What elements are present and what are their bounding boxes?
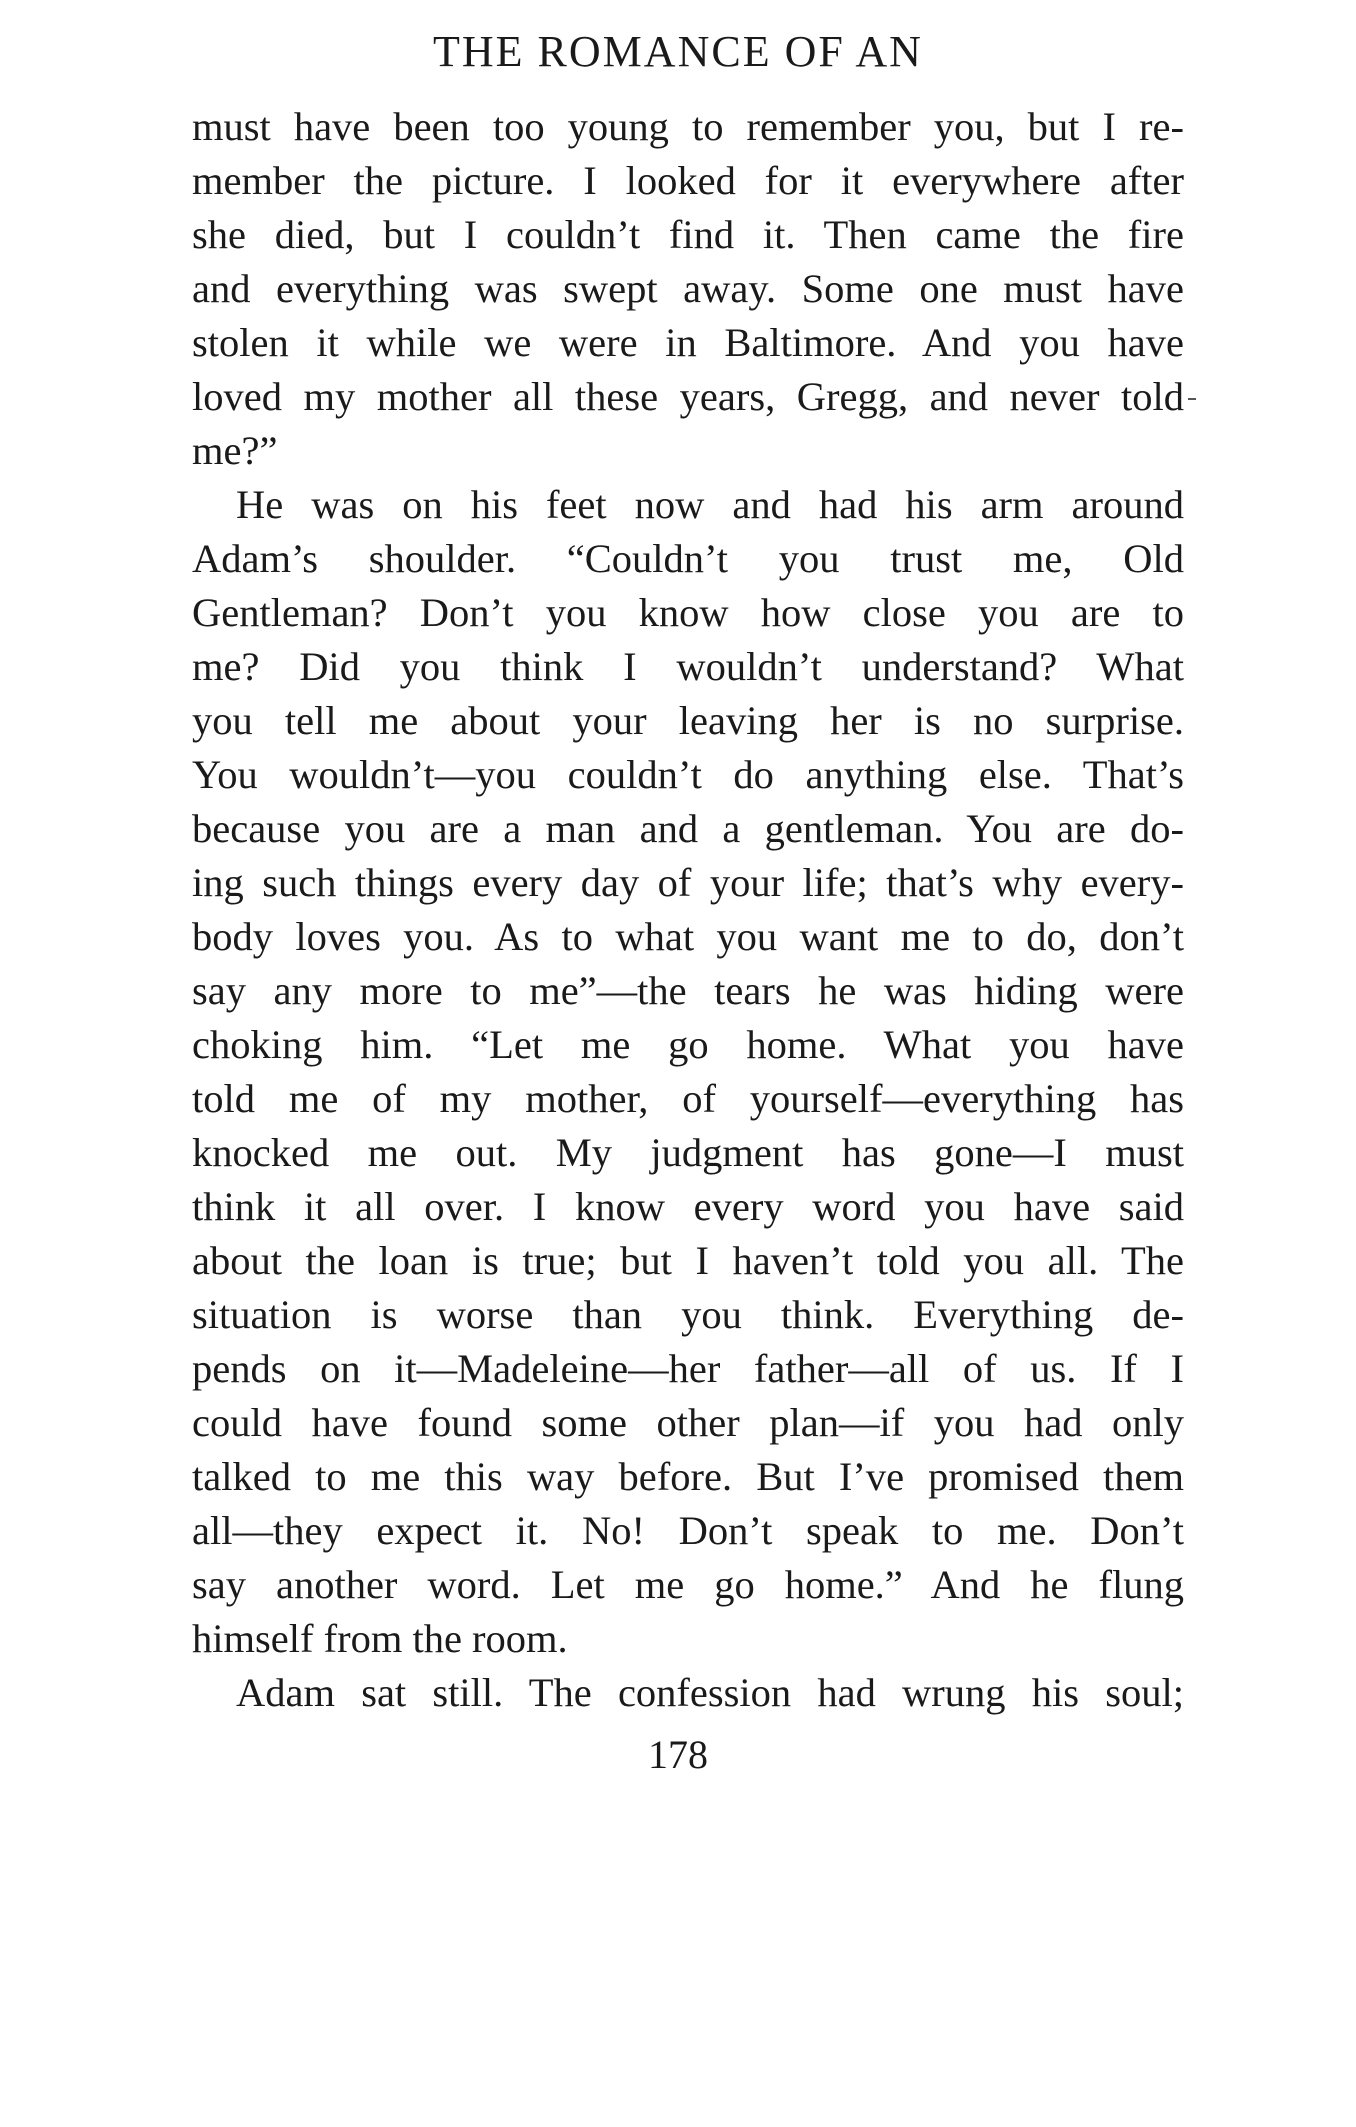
text-line: say any more to me”—the tears he was hiding were <box>192 968 1184 1013</box>
text-line: himself from the room. <box>192 1616 568 1661</box>
text-line: You wouldn’t—you couldn’t do anything else. That’s <box>192 752 1184 797</box>
text-line: body loves you. As to what you want me to do, don’t <box>192 914 1184 959</box>
text-line: Adam sat still. The confession had wrung his soul; <box>236 1670 1184 1715</box>
text-line: knocked me out. My judgment has gone—I must <box>192 1130 1184 1175</box>
text-line: about the loan is true; but I haven’t told you all. The <box>192 1238 1184 1283</box>
margin-mark <box>1188 398 1196 400</box>
text-line: member the picture. I looked for it everywhere after <box>192 158 1184 203</box>
text-line: choking him. “Let me go home. What you have <box>192 1022 1184 1067</box>
text-line: could have found some other plan—if you had only <box>192 1400 1184 1445</box>
text-line: Gentleman? Don’t you know how close you are to <box>192 590 1184 635</box>
text-line: ing such things every day of your life; that’s why every- <box>192 860 1184 905</box>
text-line: Adam’s shoulder. “Couldn’t you trust me, Old <box>192 536 1184 581</box>
text-line: and everything was swept away. Some one must have <box>192 266 1184 311</box>
text-line: loved my mother all these years, Gregg, and never told <box>192 374 1184 419</box>
text-line: because you are a man and a gentleman. You are do- <box>192 806 1184 851</box>
running-head: THE ROMANCE OF AN <box>433 27 923 76</box>
text-line: situation is worse than you think. Everything de- <box>192 1292 1184 1337</box>
text-line: He was on his feet now and had his arm around <box>236 482 1184 527</box>
text-line: she died, but I couldn’t find it. Then came the fire <box>192 212 1184 257</box>
text-line: think it all over. I know every word you have said <box>192 1184 1184 1229</box>
text-line: must have been too young to remember you, but I re- <box>192 104 1184 149</box>
text-line: you tell me about your leaving her is no surprise. <box>192 698 1184 743</box>
text-line: told me of my mother, of yourself—everything has <box>192 1076 1184 1121</box>
text-line: all—they expect it. No! Don’t speak to me. Don’t <box>192 1508 1184 1553</box>
text-line: pends on it—Madeleine—her father—all of us. If I <box>192 1346 1184 1391</box>
text-line: say another word. Let me go home.” And he flung <box>192 1562 1184 1607</box>
page-number: 178 <box>648 1732 708 1777</box>
text-line: me? Did you think I wouldn’t understand? What <box>192 644 1184 689</box>
text-line: stolen it while we were in Baltimore. And you have <box>192 320 1184 365</box>
text-line: talked to me this way before. But I’ve promised them <box>192 1454 1184 1499</box>
body-text <box>192 100 1184 1720</box>
text-line: me?” <box>192 428 278 473</box>
